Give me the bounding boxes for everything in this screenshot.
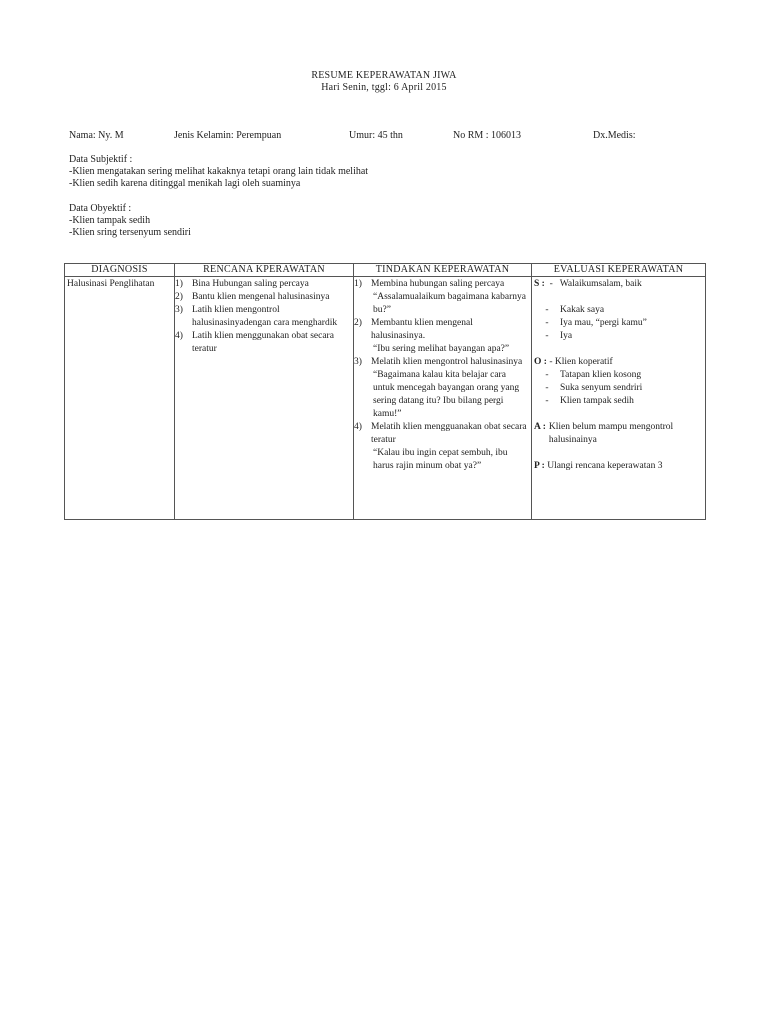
evaluasi-cell <box>532 277 706 520</box>
objective-label: Data Obyektif : <box>69 203 132 214</box>
item-number: 3) <box>175 305 183 315</box>
list-item: - Tatapan klien kosong <box>545 370 642 380</box>
list-item: - Kakak saya <box>545 305 605 315</box>
table-row <box>65 277 706 520</box>
item-text: Membina hubungan saling percaya <box>371 279 505 289</box>
item-quote: “Bagaimana kalau kita belajar cara untuk mencegah bayangan orang yang sering datang itu? Ibu bilang pergi kamu!” <box>373 370 520 419</box>
header-tindakan: TINDAKAN KEPERAWATAN <box>354 264 532 277</box>
subjective-item: -Klien sedih karena ditinggal menikah lagi oleh suaminya <box>69 178 301 189</box>
list-item <box>354 317 529 343</box>
list-item <box>175 304 351 330</box>
eval-p-label: P : <box>534 461 545 471</box>
item-number: 1) <box>175 279 183 289</box>
eval-o-item: Tatapan klien kosong <box>560 370 642 380</box>
list-item <box>175 330 351 356</box>
rencana-cell <box>175 277 354 520</box>
eval-s-dash: - <box>547 279 558 289</box>
subjective-item: -Klien mengatakan sering melihat kakaknya tetapi orang lain tidak melihat <box>69 166 369 177</box>
item-text: Melatih klien mengguanakan obat secara teratur <box>371 422 527 445</box>
patient-gender: Jenis Kelamin: Perempuan <box>174 130 282 141</box>
eval-s-item: Kakak saya <box>560 305 605 315</box>
list-item <box>354 356 529 369</box>
diagnosis-cell <box>65 277 175 520</box>
subjective-label: Data Subjektif : <box>69 154 133 165</box>
item-quote: “Assalamualaikum bagaimana kabarnya bu?” <box>373 292 526 315</box>
tindakan-cell <box>354 277 532 520</box>
eval-p-row <box>534 460 703 473</box>
objective-item: -Klien tampak sedih <box>69 215 151 226</box>
eval-a-label: A : <box>534 422 546 432</box>
eval-s-label: S : <box>534 279 545 289</box>
header-diagnosis: DIAGNOSIS <box>65 264 175 277</box>
document-date: Hari Senin, tggl: 6 April 2015 <box>321 82 447 93</box>
eval-a-text: Klien belum mampu mengontrol halusinainya <box>548 422 674 445</box>
list-item: - Klien tampak sedih <box>545 396 634 406</box>
item-number: 4) <box>175 331 183 341</box>
eval-o-row <box>534 356 703 369</box>
objective-item: -Klien sring tersenyum sendiri <box>69 227 191 238</box>
item-number: 2) <box>175 292 183 302</box>
list-item <box>354 278 529 291</box>
eval-s-item: Iya mau, “pergi kamu” <box>560 318 647 328</box>
list-item: - Iya mau, “pergi kamu” <box>545 318 647 328</box>
list-item <box>175 278 351 291</box>
item-number: 3) <box>354 357 362 367</box>
item-text: Latih klien mengontrol halusinasinyadengan cara menghardik <box>192 305 338 328</box>
eval-s-first: Walaikumsalam, baik <box>559 279 642 289</box>
patient-rm: No RM : 106013 <box>453 130 522 141</box>
item-text: Bantu klien mengenal halusinasinya <box>192 292 330 302</box>
item-quote: “Kalau ibu ingin cepat sembuh, ibu harus rajin minum obat ya?” <box>373 448 508 471</box>
item-quote: “Ibu sering melihat bayangan apa?” <box>373 344 510 354</box>
item-text: Melatih klien mengontrol halusinasinya <box>371 357 523 367</box>
item-number: 1) <box>354 279 362 289</box>
list-item: - Iya <box>545 331 573 341</box>
eval-o-item: Klien tampak sedih <box>560 396 634 406</box>
eval-o-item: Suka senyum sendriri <box>560 383 643 393</box>
item-text: Latih klien menggunakan obat secara teratur <box>192 331 334 354</box>
eval-a-row <box>534 421 703 447</box>
care-plan-table <box>64 263 706 520</box>
eval-s-item: Iya <box>560 331 573 341</box>
eval-o-label: O : <box>534 357 547 367</box>
item-number: 2) <box>354 318 362 328</box>
patient-name: Nama: Ny. M <box>69 130 124 141</box>
header-rencana: RENCANA KPERAWATAN <box>175 264 354 277</box>
diagnosis-text: Halusinasi Penglihatan <box>67 279 155 289</box>
eval-s-row <box>534 278 703 291</box>
item-text: Bina Hubungan saling percaya <box>192 279 309 289</box>
patient-dx: Dx.Medis: <box>593 130 636 141</box>
document-title: RESUME KEPERAWATAN JIWA <box>311 70 457 81</box>
list-item <box>175 291 351 304</box>
item-text: Membantu klien mengenal halusinasinya. <box>371 318 473 341</box>
item-number: 4) <box>354 422 362 432</box>
patient-age: Umur: 45 thn <box>349 130 403 141</box>
table-header-row <box>65 264 706 277</box>
list-item: - Suka senyum sendriri <box>545 383 643 393</box>
eval-p-text: Ulangi rencana keperawatan 3 <box>547 461 663 471</box>
header-evaluasi: EVALUASI KEPERAWATAN <box>532 264 706 277</box>
list-item <box>354 421 529 447</box>
eval-o-first: - Klien koperatif <box>549 357 613 367</box>
